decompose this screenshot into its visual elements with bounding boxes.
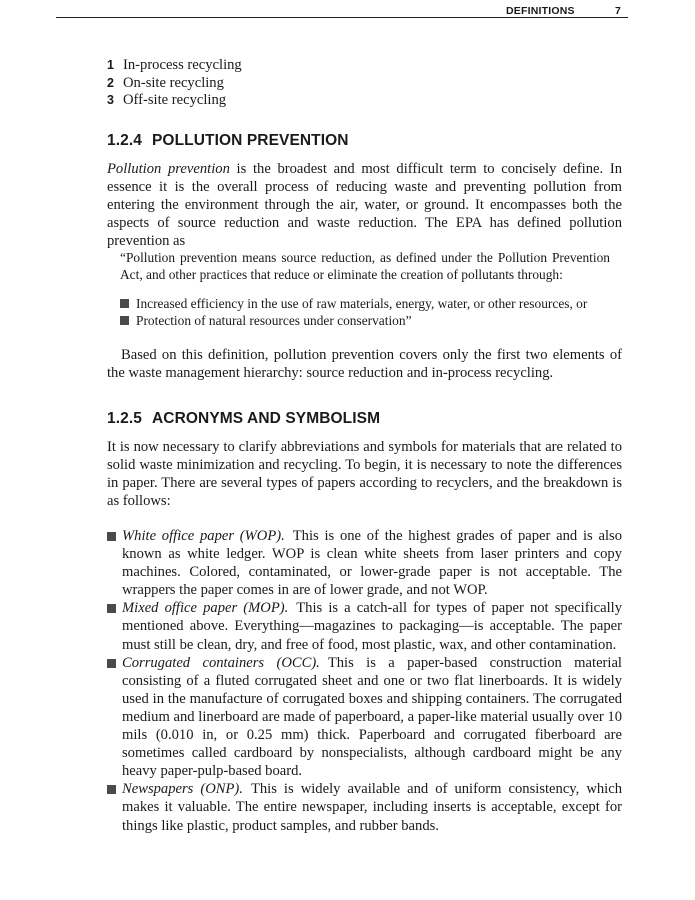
list-item: White office paper (WOP). This is one of the highest grades of paper and is also known as white ledger. WOP is clean white sheets from laser printers and copy machines. Colored, contaminated, or lower-grade paper is not acceptable. The wrappers the paper comes in are of lower grade, and not WOP. (107, 527, 622, 599)
list-item: 3 Off-site recycling (107, 92, 227, 108)
list-item: Increased efficiency in the use of raw materials, energy, water, or other resources, or (120, 295, 620, 312)
page-number: 7 (615, 5, 621, 17)
section-heading-acronyms: 1.2.5 ACRONYMS AND SYMBOLISM (107, 410, 381, 427)
numbered-list (107, 57, 242, 110)
square-bullet-icon (120, 299, 129, 308)
square-bullet-icon (107, 785, 116, 794)
list-item: Protection of natural resources under conservation” (120, 312, 620, 329)
square-bullet-icon (120, 316, 129, 325)
section-heading-pollution-prevention: 1.2.4 POLLUTION PREVENTION (107, 132, 349, 149)
square-bullet-icon (107, 532, 116, 541)
defined-term: Pollution prevention (107, 161, 230, 177)
list-item: 2 On-site recycling (107, 74, 224, 91)
paragraph-definition-closing: Based on this definition, pollution prevention covers only the first two elements of the waste management hierarchy: source reduction and in-process recycling. (107, 347, 622, 381)
quote-bullet-list (120, 295, 620, 329)
header-rule (56, 17, 628, 18)
list-item: Newspapers (ONP). This is widely available and of uniform consistency, which makes it valuable. The entire newspaper, including inserts is acceptable, except for things like plastic, product samples, and rubber bands. (107, 780, 622, 834)
paragraph-pollution-definition: Pollution prevention is the broadest and most difficult term to concisely define. In essence it is the overall process of reducing waste and preventing pollution from entering the environment through the air, water, or ground. It encompasses both the aspects of source reduction and waste reduction. The EPA has defined pollution prevention as (107, 161, 622, 249)
paragraph-acronyms-intro: It is now necessary to clarify abbreviations and symbols for materials that are related to solid waste minimization and recycling. To begin, it is necessary to note the differences in paper. There are several types of papers according to recyclers, and the breakdown is as follows: (107, 439, 622, 509)
square-bullet-icon (107, 604, 116, 613)
list-item: Corrugated containers (OCC). This is a paper-based construction material consisting of a fluted corrugated sheet and one or two flat linerboards. It is widely used in the manufacture of corrugated boxes and shipping containers. The corrugated medium and linerboard are made of paperboard, a paper-like material usually over 10 mils (0.010 in, or 0.25 mm) thick. Paperboard and corrugated fiberboard are sometimes called cardboard by nonspecialists, although cardboard might be any heavy paper-pulp-based board. (107, 654, 622, 781)
paper-types-list (107, 527, 622, 835)
epa-quote: “Pollution prevention means source reduction, as defined under the Pollution Prevention Act, and other practices that reduce or eliminate the creation of pollutants through: (120, 250, 610, 282)
list-item: Mixed office paper (MOP). This is a catch-all for types of paper not specifically mentioned above. Everything—magazines to packaging—is acceptable. The paper must still be clean, dry, and free of food, most plastic, wax, and other contamination. (107, 599, 622, 653)
square-bullet-icon (107, 659, 116, 668)
list-item: 1 In-process recycling (107, 57, 242, 73)
running-header-label: DEFINITIONS (506, 5, 575, 17)
